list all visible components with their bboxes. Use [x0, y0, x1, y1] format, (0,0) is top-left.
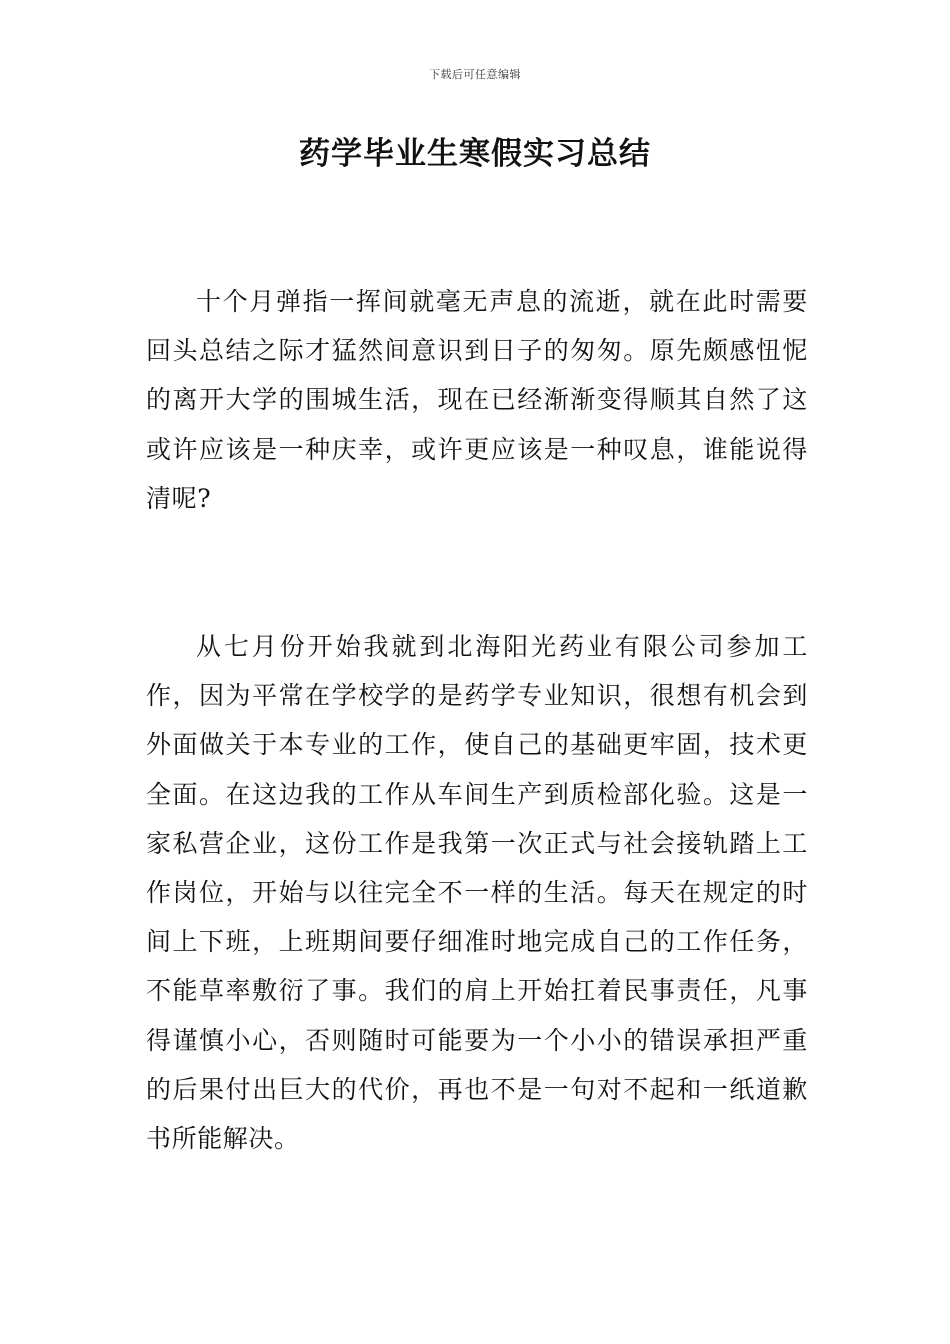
- page-header-note: 下载后可任意编辑: [429, 68, 521, 81]
- body-paragraph-2: 从七月份开始我就到北海阳光药业有限公司参加工作，因为平常在学校学的是药学专业知识，很想有机会到外面做关于本专业的工作，使自己的基础更牢固，技术更全面。在这边我的工作从车间生产到质检部化验。这是一家私营企业，这份工作是我第一次正式与社会接轨踏上工作岗位，开始与以往完全不一样的生活。每天在规定的时间上下班，上班期间要仔细准时地完成自己的工作任务，不能草率敷衍了事。我们的肩上开始扛着民事责任，凡事得谨慎小心，否则随时可能要为一个小小的错误承担严重的后果付出巨大的代价，再也不是一句对不起和一纸道歉书所能解决。: [146, 632, 808, 1154]
- body-paragraph-1: 十个月弹指一挥间就毫无声息的流逝，就在此时需要回头总结之际才猛然间意识到日子的匆匆。原先颇感忸怩的离开大学的围城生活，现在已经渐渐变得顺其自然了这或许应该是一种庆幸，或许更应该是一种叹息，谁能说得清呢?: [146, 287, 808, 513]
- document-title: 药学毕业生寒假实习总结: [299, 136, 651, 172]
